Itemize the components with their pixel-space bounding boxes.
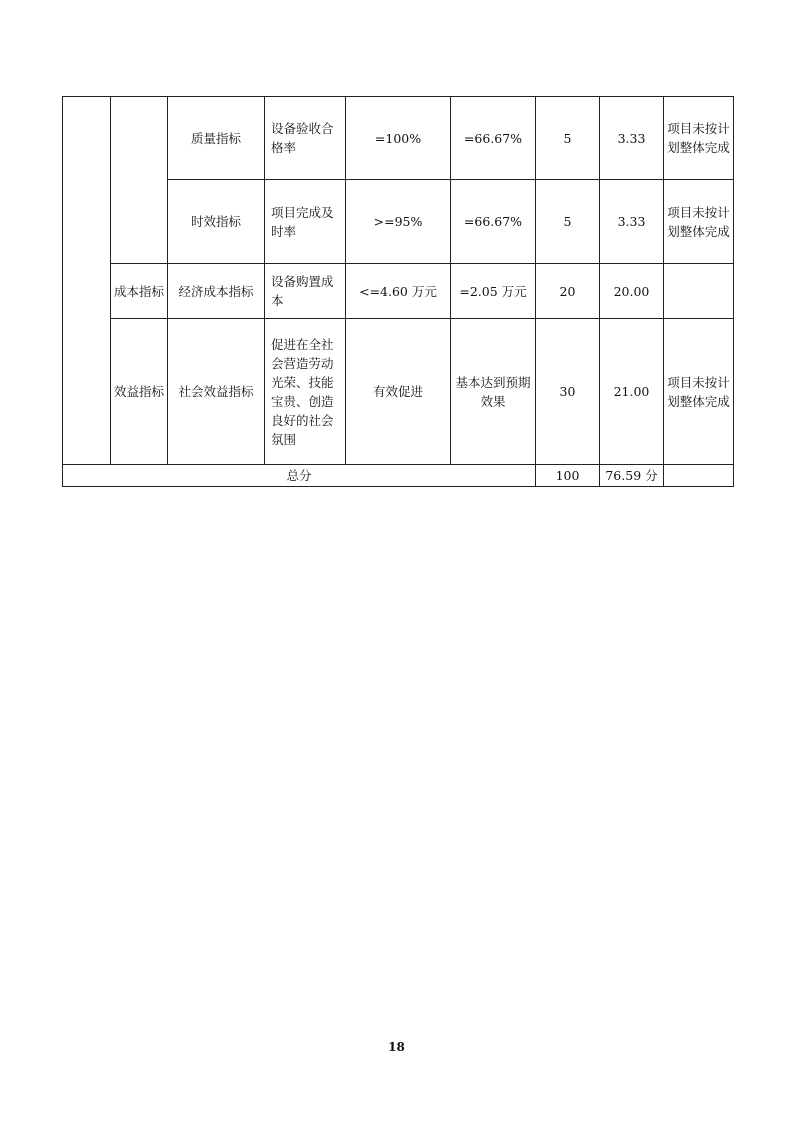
- weight-cell: 20: [536, 264, 600, 319]
- table-row: [63, 264, 734, 319]
- total-score-cell: 76.59 分: [600, 465, 664, 487]
- score-cell: 20.00: [600, 264, 664, 319]
- target-value-cell: 有效促进: [346, 319, 451, 465]
- target-value-cell: <=4.60 万元: [346, 264, 451, 319]
- indicator-name-cell: 设备购置成本: [265, 264, 346, 319]
- tertiary-indicator-cell: 社会效益指标: [168, 319, 265, 465]
- total-label-cell: 总分: [63, 465, 536, 487]
- secondary-indicator-cell: [111, 97, 168, 264]
- target-value-cell: >=95%: [346, 180, 451, 264]
- target-value-cell: =100%: [346, 97, 451, 180]
- tertiary-indicator-cell: 经济成本指标: [168, 264, 265, 319]
- indicator-name-cell: 促进在全社会营造劳动光荣、技能宝贵、创造良好的社会氛围: [265, 319, 346, 465]
- performance-table: [62, 96, 734, 487]
- tertiary-indicator-cell: 时效指标: [168, 180, 265, 264]
- indicator-name-cell: 项目完成及时率: [265, 180, 346, 264]
- weight-cell: 5: [536, 97, 600, 180]
- total-row: [63, 465, 734, 487]
- score-cell: 3.33: [600, 97, 664, 180]
- total-note-cell: [664, 465, 734, 487]
- note-cell: 项目未按计划整体完成: [664, 97, 734, 180]
- actual-value-cell: =66.67%: [451, 180, 536, 264]
- table-row: [63, 319, 734, 465]
- page-number: 18: [388, 1040, 405, 1054]
- total-weight-cell: 100: [536, 465, 600, 487]
- weight-cell: 30: [536, 319, 600, 465]
- actual-value-cell: =66.67%: [451, 97, 536, 180]
- primary-indicator-cell: [63, 97, 111, 465]
- note-cell: 项目未按计划整体完成: [664, 319, 734, 465]
- weight-cell: 5: [536, 180, 600, 264]
- tertiary-indicator-cell: 质量指标: [168, 97, 265, 180]
- secondary-indicator-cell: 成本指标: [111, 264, 168, 319]
- indicator-name-cell: 设备验收合格率: [265, 97, 346, 180]
- score-cell: 21.00: [600, 319, 664, 465]
- note-cell: 项目未按计划整体完成: [664, 180, 734, 264]
- actual-value-cell: 基本达到预期效果: [451, 319, 536, 465]
- note-cell: [664, 264, 734, 319]
- score-cell: 3.33: [600, 180, 664, 264]
- actual-value-cell: =2.05 万元: [451, 264, 536, 319]
- secondary-indicator-cell: 效益指标: [111, 319, 168, 465]
- table-row: [63, 97, 734, 180]
